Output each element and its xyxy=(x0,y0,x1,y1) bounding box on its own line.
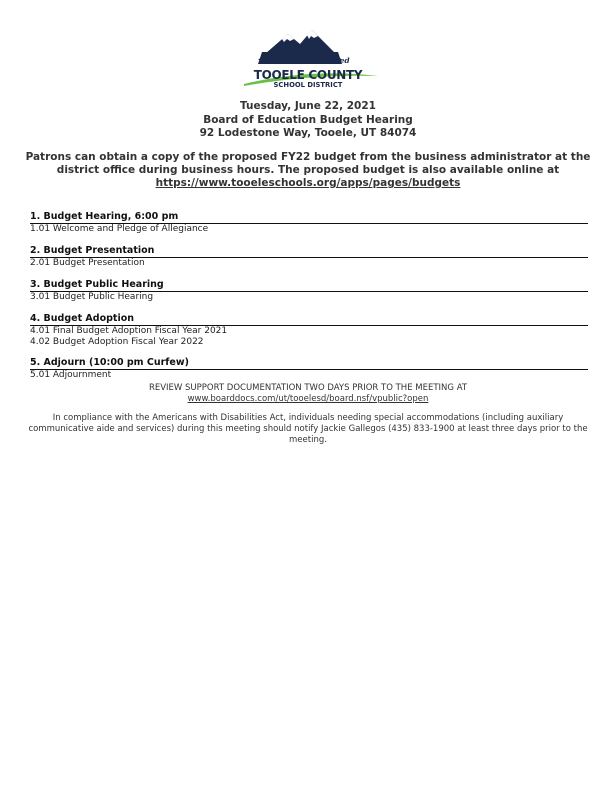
agenda-item: 4.01 Final Budget Adoption Fiscal Year 2021 xyxy=(30,326,228,336)
budget-link[interactable]: https://www.tooeleschools.org/apps/pages/budgets xyxy=(155,177,461,189)
agenda-item: 2.01 Budget Presentation xyxy=(30,258,145,268)
review-notice xyxy=(0,383,616,405)
logo-tagline: Education Elevated xyxy=(268,56,350,65)
boarddocs-link[interactable]: www.boarddocs.com/ut/tooelesd/board.nsf/vpublic?open xyxy=(187,394,429,404)
agenda-section-adjourn xyxy=(30,357,588,381)
agenda-item: 4.02 Budget Adoption Fiscal Year 2022 xyxy=(30,337,204,347)
section-title: 1. Budget Hearing, 6:00 pm xyxy=(30,211,588,224)
meeting-title: Board of Education Budget Hearing xyxy=(203,113,413,126)
budget-notice-text: Patrons can obtain a copy of the proposed FY22 budget from the business administrator at the district office during business hours. The proposed budget is also available online at xyxy=(25,151,591,176)
agenda-section-budget-adoption xyxy=(30,313,588,348)
district-logo xyxy=(238,28,382,98)
logo-name: TOOELE COUNTY xyxy=(253,68,363,82)
logo-subtitle: SCHOOL DISTRICT xyxy=(273,81,343,89)
review-text: REVIEW SUPPORT DOCUMENTATION TWO DAYS PRIOR TO THE MEETING AT xyxy=(148,383,468,393)
agenda-item: 5.01 Adjournment xyxy=(30,370,112,380)
budget-notice xyxy=(22,151,594,190)
agenda-section-budget-presentation xyxy=(30,245,588,269)
section-title: 4. Budget Adoption xyxy=(30,313,588,326)
ada-compliance-notice: In compliance with the Americans with Disabilities Act, individuals needing special accommodations (including auxiliary communicative aide and services) during this meeting should notify Jackie Gallegos (435) 833-1900 at least three days prior to the meeting. xyxy=(28,413,588,445)
section-title: 5. Adjourn (10:00 pm Curfew) xyxy=(30,357,588,370)
meeting-address: 92 Lodestone Way, Tooele, UT 84074 xyxy=(199,127,417,139)
agenda-section-budget-hearing xyxy=(30,211,588,235)
agenda-section-public-hearing xyxy=(30,279,588,303)
meeting-date: Tuesday, June 22, 2021 xyxy=(240,100,376,112)
section-title: 3. Budget Public Hearing xyxy=(30,279,588,292)
meeting-header xyxy=(0,100,616,141)
agenda-item: 1.01 Welcome and Pledge of Allegiance xyxy=(30,224,209,234)
agenda-item: 3.01 Budget Public Hearing xyxy=(30,292,154,302)
section-title: 2. Budget Presentation xyxy=(30,245,588,258)
